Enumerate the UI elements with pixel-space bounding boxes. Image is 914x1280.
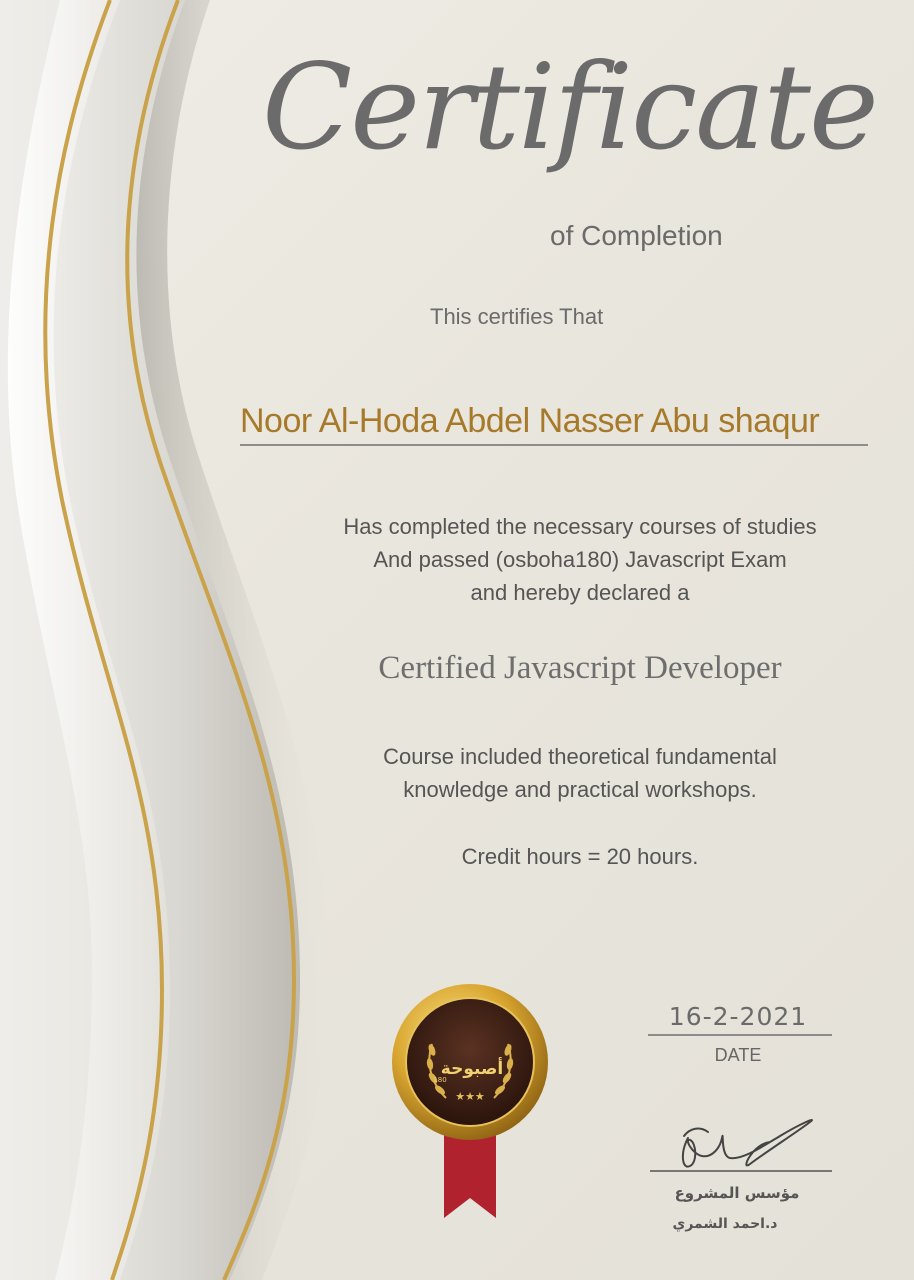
svg-text:أصبوحة: أصبوحة [440,1059,504,1079]
credit-hours: Credit hours = 20 hours. [461,844,699,869]
stars-icon [455,1090,485,1103]
completion-line: and hereby declared a [470,580,690,605]
date-label: DATE [714,1045,762,1065]
course-line: knowledge and practical workshops. [403,777,757,802]
certifies-text: This certifies That [430,304,604,329]
course-description [300,740,860,806]
signer-name: د.احمد الشمري [672,1216,778,1232]
ribbon-icon [444,1132,496,1218]
recipient-name: Noor Al-Hoda Abdel Nasser Abu shaqur [240,402,820,440]
certificate-title: Certificate [262,38,877,176]
signer-title: مؤسس المشروع [674,1184,800,1202]
signature-icon [660,1108,830,1178]
course-line: Course included theoretical fundamental [383,744,777,769]
date-underline [648,1034,832,1036]
svg-text:180: 180 [433,1076,447,1084]
completion-line: Has completed the necessary courses of studies [343,514,817,539]
completion-statement [300,510,860,609]
signature-line [650,1170,832,1172]
completion-line: And passed (osboha180) Javascript Exam [373,547,787,572]
date-value: 16-2-2021 [668,1002,808,1031]
name-underline [240,444,868,446]
certificate-subtitle: of Completion [550,220,723,251]
svg-text:★★★: ★★★ [455,1090,485,1103]
gold-seal [392,982,552,1222]
certified-role: Certified Javascript Developer [378,650,782,686]
